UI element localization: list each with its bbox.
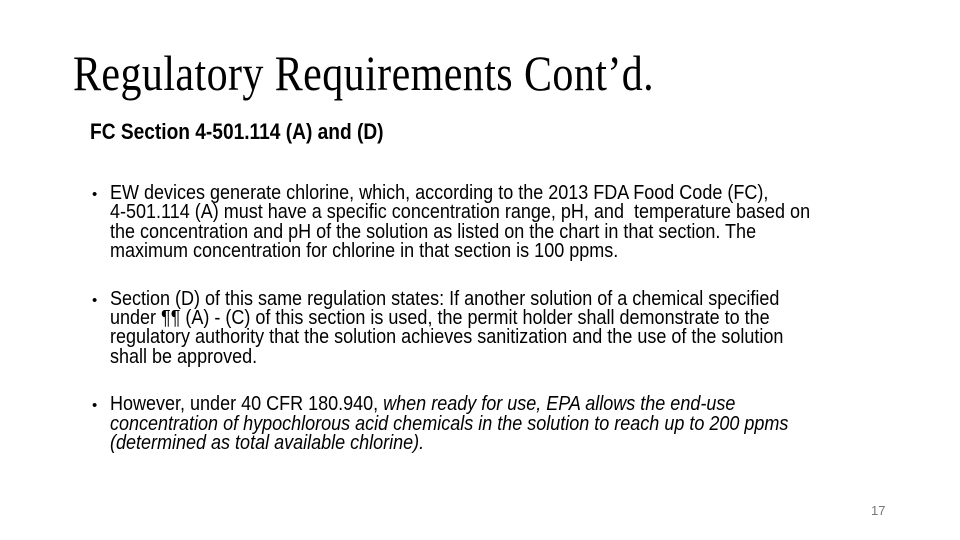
bullet-line: 4-501.114 (A) must have a specific concentration range, pH, and temperature based on bbox=[110, 201, 811, 224]
bullet-line: concentration of hypochlorous acid chemicals in the solution to reach up to 200 ppms bbox=[110, 412, 789, 435]
bullet-item-2 bbox=[90, 287, 930, 368]
bullet-marker: • bbox=[92, 186, 98, 203]
bullet-line-normal-segment: However, under 40 CFR 180.940, bbox=[110, 393, 384, 416]
slide-subtitle: FC Section 4-501.114 (A) and (D) bbox=[90, 119, 384, 144]
bullet-line-italic-segment: when ready for use, EPA allows the end-use bbox=[383, 393, 736, 416]
bullet-item-1 bbox=[90, 184, 930, 262]
bullet-line: maximum concentration for chlorine in that section is 100 ppms. bbox=[110, 240, 619, 263]
bullet-marker: • bbox=[92, 291, 98, 309]
bullet-line: the concentration and pH of the solution as listed on the chart in that section. The bbox=[110, 220, 757, 243]
bullet-item-3 bbox=[90, 395, 930, 453]
bullet-line: EW devices generate chlorine, which, according to the 2013 FDA Food Code (FC), bbox=[110, 182, 769, 204]
bullet-line: shall be approved. bbox=[110, 345, 258, 368]
bullet-line: regulatory authority that the solution achieves sanitization and the use of the solution bbox=[110, 326, 784, 349]
bullet-marker: • bbox=[92, 397, 98, 415]
bullet-line: (determined as total available chlorine). bbox=[110, 432, 425, 455]
bullet-list bbox=[90, 184, 930, 481]
page-number: 17 bbox=[871, 503, 886, 518]
bullet-line: under ¶¶ (A) - (C) of this section is used, the permit holder shall demonstrate to the bbox=[110, 307, 770, 330]
slide-title: Regulatory Requirements Cont’d. bbox=[73, 45, 655, 101]
bullet-line: Section (D) of this same regulation states: If another solution of a chemical specified bbox=[110, 287, 780, 310]
